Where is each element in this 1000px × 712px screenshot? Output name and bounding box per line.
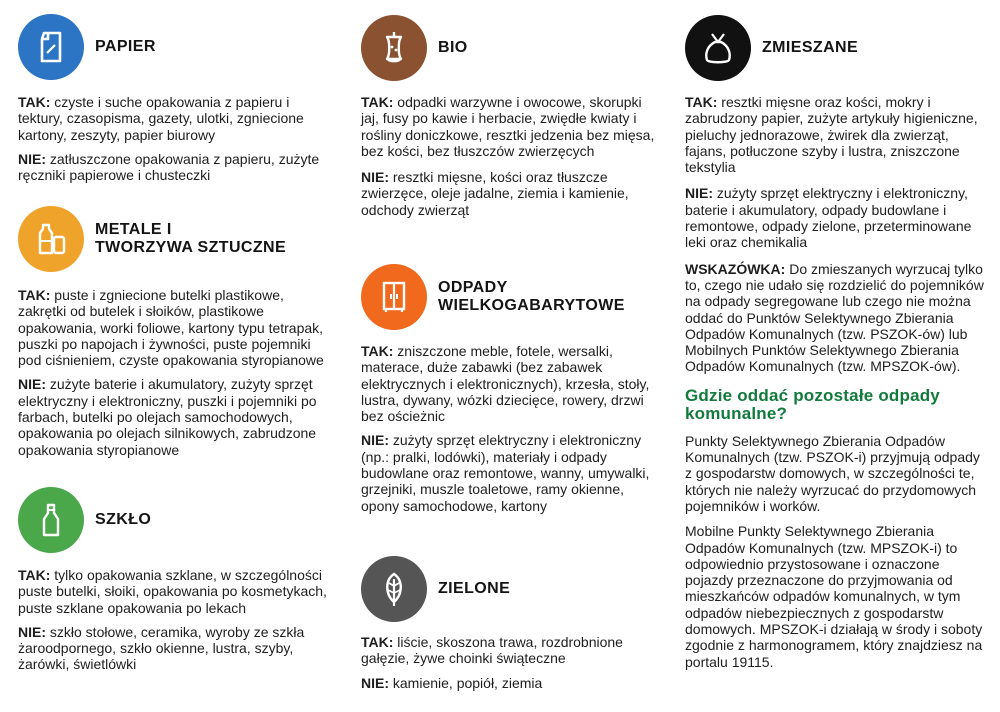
szklo-tak: TAK: tylko opakowania szklane, w szczególności puste butelki, słoiki, opakowania po kosmetykach, puste szklane opakowania po lekach — [18, 567, 327, 616]
category-papier — [18, 14, 333, 183]
metale-header — [18, 206, 333, 272]
zielone-nie: NIE: kamienie, popiół, ziemia — [361, 674, 543, 691]
wardrobe-icon — [361, 264, 427, 330]
category-gabaryty — [361, 264, 661, 514]
papier-tak: TAK: czyste i suche opakowania z papieru i tektury, czasopisma, gazety, ulotki, zgniecione kartony, zeszyty, papier biurowy — [18, 94, 304, 143]
metale-tak: TAK: puste i zgniecione butelki plastikowe, zakrętki od butelek i słoików, plastikowe opakowania, worki foliowe, kartony typu tetrapak, puszki po napojach i żywności, puste pojemniki pod ciśnieniem, czyste opakowania styropianowe — [18, 287, 324, 369]
info-heading: Gdzie oddać pozostałe odpady komunalne? — [685, 385, 940, 423]
zielone-header — [361, 556, 661, 622]
zmieszane-nie: NIE: zużyty sprzęt elektryczny i elektroniczny, baterie i akumulatory, odpady budowlane i remontowe, odpady zielone, przeterminowane leki oraz chemikalia — [685, 185, 972, 251]
zielone-tak: TAK: liście, skoszona trawa, rozdrobnione gałęzie, żywe choinki świąteczne — [361, 634, 623, 667]
papier-title: PAPIER — [95, 38, 156, 55]
szklo-header — [18, 487, 333, 553]
category-bio — [361, 15, 661, 218]
category-zielone — [361, 556, 661, 691]
paper-icon — [18, 14, 84, 80]
bio-nie: NIE: resztki mięsne, kości oraz tłuszcze zwierzęce, oleje jadalne, ziemia i kamienie, odchody zwierząt — [361, 169, 629, 218]
metale-nie: NIE: zużyte baterie i akumulatory, zużyty sprzęt elektryczny i elektroniczny, puszki i pojemniki po farbach, butelki po olejach samochodowych, opakowania po olejach silnikowych, zabrudzone opakowania styropianowe — [18, 376, 317, 458]
info-paragraph-mpszok: Mobilne Punkty Selektywnego Zbierania Odpadów Komunalnych (tzw. MPSZOK-i) to odpowiednio przystosowane i oznaczone pojazdy przeznaczone do przyjmowania od mieszkańców odpadów komunalnych, w tym odpadów niebezpiecznych z gospodarstw domowych. MPSZOK-i działają w środy i soboty zgodnie z harmonogramem, który znajdziesz na portalu 19115. — [685, 523, 983, 670]
zmieszane-title: ZMIESZANE — [762, 39, 859, 56]
szklo-nie: NIE: szkło stołowe, ceramika, wyroby ze szkła żaroodpornego, szkło okienne, lustra, szyby, żarówki, świetlówki — [18, 623, 305, 673]
zmieszane-header — [685, 15, 985, 81]
plastic-bottles-icon — [18, 206, 84, 272]
bio-title: BIO — [438, 39, 468, 56]
glass-bottle-icon — [18, 487, 84, 553]
bio-tak: TAK: odpadki warzywne i owocowe, skorupki jaj, fusy po kawie i herbacie, zwiędłe kwiaty i rośliny doniczkowe, resztki jedzenia bez mięsa, bez kości, bez tłuszczów zwierzęcych — [361, 94, 655, 159]
gabaryty-nie: NIE: zużyty sprzęt elektryczny i elektroniczny (np.: pralki, lodówki), materiały i odpady budowlane oraz remontowe, wanny, umywalki, grzejniki, muszle toaletowe, ramy okienne, opony samochodowe, kartony — [361, 432, 650, 514]
papier-nie: NIE: zatłuszczone opakowania z papieru, zużyte ręczniki papierowe i chusteczki — [18, 150, 320, 184]
zmieszane-tak: TAK: resztki mięsne oraz kości, mokry i zabrudzony papier, zużyte artykuły higieniczne, pieluchy jednorazowe, żwirek dla zwierząt, fajans, potłuczone szyby i lustra, zniszczone tekstylia — [685, 94, 978, 176]
apple-core-icon — [361, 15, 427, 81]
papier-header — [18, 14, 333, 80]
gabaryty-title: ODPADY WIELKOGABARYTOWE — [438, 279, 625, 314]
gabaryty-header — [361, 264, 661, 330]
zmieszane-tip: WSKAZÓWKA: Do zmieszanych wyrzucaj tylko to, czego nie udało się rozdzielić do pojemników na odpady segregowane lub czego nie można oddać do Punktów Selektywnego Zbierania Odpadów Komunalnych (tzw. PSZOK-ów) lub Mobilnych Punktów Selektywnego Zbierania Odpadów Komunalnych (tzw. MPSZOK-ów). — [685, 260, 984, 375]
trash-bag-icon — [685, 15, 751, 81]
leaf-icon — [361, 556, 427, 622]
category-szklo — [18, 487, 333, 673]
category-metale — [18, 206, 333, 458]
gabaryty-tak: TAK: zniszczone meble, fotele, wersalki, materace, duże zabawki (bez zabawek elektrycznych i elektronicznych), krzesła, stoły, lustra, dywany, wózki dziecięce, rowery, drzwi bez ościeżnic — [361, 343, 650, 425]
info-paragraph-pszok: Punkty Selektywnego Zbierania Odpadów Komunalnych (tzw. PSZOK-i) przyjmują odpady z gospodarstw domowych, w szczególności te, których nie należy wyrzucać do przydomowych pojemników i worków. — [685, 432, 980, 514]
zielone-title: ZIELONE — [438, 580, 511, 597]
szklo-title: SZKŁO — [95, 511, 152, 528]
metale-title: METALE I TWORZYWA SZTUCZNE — [95, 221, 287, 256]
bio-header — [361, 15, 661, 81]
category-zmieszane — [685, 15, 985, 670]
